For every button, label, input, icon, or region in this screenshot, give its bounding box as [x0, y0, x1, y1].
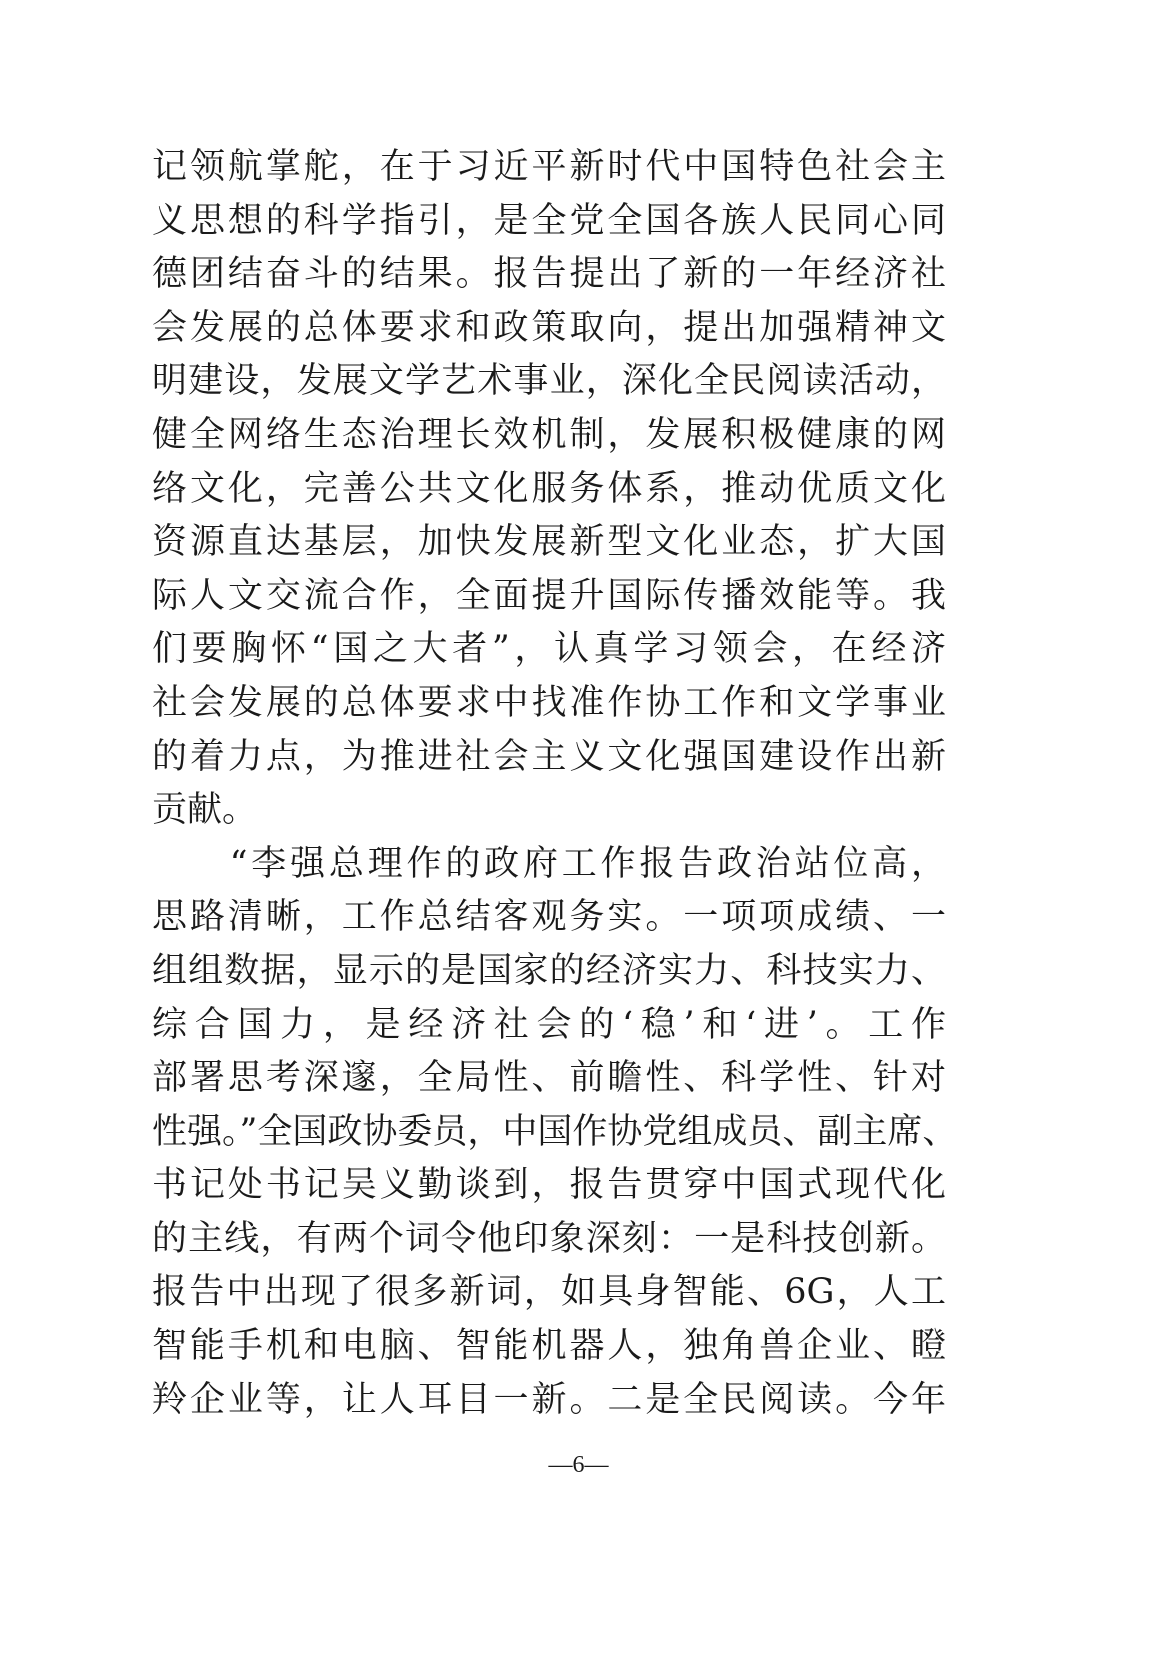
text-line: 的着力点，为推进社会主义文化强国建设作出新 [152, 736, 946, 777]
text-line: 明建设，发展文学艺术事业，深化全民阅读活动， [152, 361, 946, 402]
text-line: 会发展的总体要求和政策取向，提出加强精神文 [152, 307, 946, 348]
text-line: 的主线，有两个词令他印象深刻：一是科技创新。 [152, 1218, 946, 1259]
text-line: 组组数据，显示的是国家的经济实力、科技实力、 [152, 950, 946, 991]
page-number: —6— [548, 1452, 609, 1478]
text-line: 书记处书记吴义勤谈到，报告贯穿中国式现代化 [152, 1165, 946, 1206]
text-line: 部署思考深邃，全局性、前瞻性、科学性、针对 [152, 1058, 946, 1099]
text-line: 报告中出现了很多新词，如具身智能、6G，人工 [152, 1272, 946, 1313]
text-line: 义思想的科学指引，是全党全国各族人民同心同 [152, 200, 946, 241]
text-line: 社会发展的总体要求中找准作协工作和文学事业 [152, 682, 946, 723]
text-line: 智能手机和电脑、智能机器人，独角兽企业、瞪 [152, 1326, 946, 1367]
text-line: 们要胸怀“国之大者”，认真学习领会，在经济 [152, 629, 946, 670]
text-line: 性强。”全国政协委员，中国作协党组成员、副主席、 [152, 1111, 958, 1152]
body-text [152, 141, 958, 1427]
text-line: 综合国力，是经济社会的‘稳’和‘进’。工作 [152, 1004, 946, 1045]
text-line: 思路清晰，工作总结客观务实。一项项成绩、一 [152, 897, 946, 938]
text-line: “李强总理作的政府工作报告政治站位高， [152, 843, 946, 884]
text-line: 资源直达基层，加快发展新型文化业态，扩大国 [152, 522, 946, 563]
text-line: 络文化，完善公共文化服务体系，推动优质文化 [152, 468, 946, 509]
text-line: 际人文交流合作，全面提升国际传播效能等。我 [152, 575, 946, 616]
text-line: 德团结奋斗的结果。报告提出了新的一年经济社 [152, 254, 946, 295]
text-line: 记领航掌舵，在于习近平新时代中国特色社会主 [152, 147, 946, 187]
text-line: 贡献。 [152, 790, 258, 831]
text-line: 健全网络生态治理长效机制，发展积极健康的网 [152, 414, 946, 455]
text-line: 羚企业等，让人耳目一新。二是全民阅读。今年 [152, 1379, 946, 1420]
